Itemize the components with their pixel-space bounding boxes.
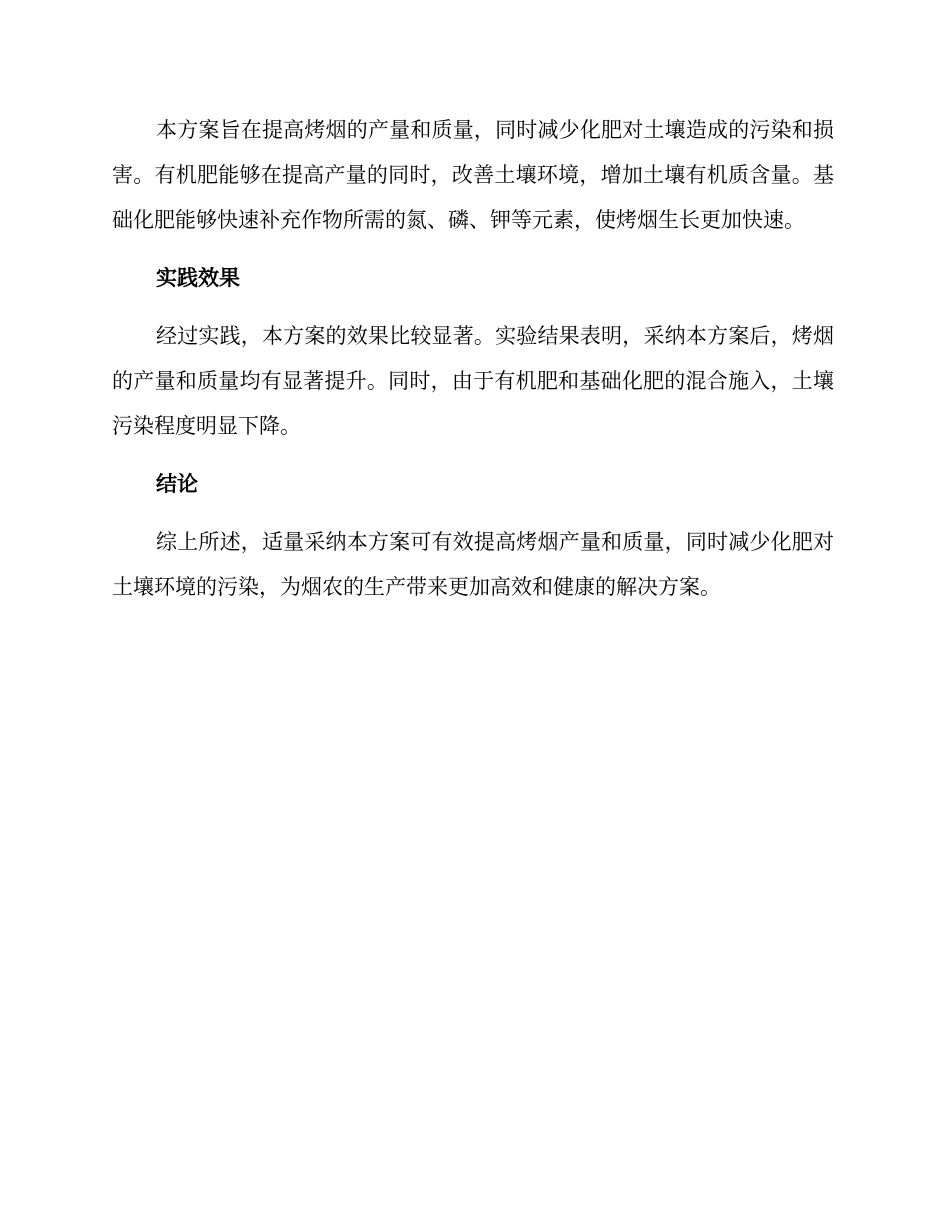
document-body: [112, 108, 834, 610]
conclusion-heading: 结论: [156, 472, 198, 496]
practice-heading: 实践效果: [156, 266, 240, 290]
practice-paragraph: 经过实践，本方案的效果比较显著。实验结果表明，采纳本方案后，烤烟的产量和质量均有显著提升。同时，由于有机肥和基础化肥的混合施入，土壤污染程度明显下降。: [112, 324, 834, 438]
conclusion-paragraph: 综上所述，适量采纳本方案可有效提高烤烟产量和质量，同时减少化肥对土壤环境的污染，为烟农的生产带来更加高效和健康的解决方案。: [112, 530, 834, 599]
intro-paragraph: 本方案旨在提高烤烟的产量和质量，同时减少化肥对土壤造成的污染和损害。有机肥能够在提高产量的同时，改善土壤环境，增加土壤有机质含量。基础化肥能够快速补充作物所需的氮、磷、钾等元素，使烤烟生长更加快速。: [112, 118, 834, 232]
